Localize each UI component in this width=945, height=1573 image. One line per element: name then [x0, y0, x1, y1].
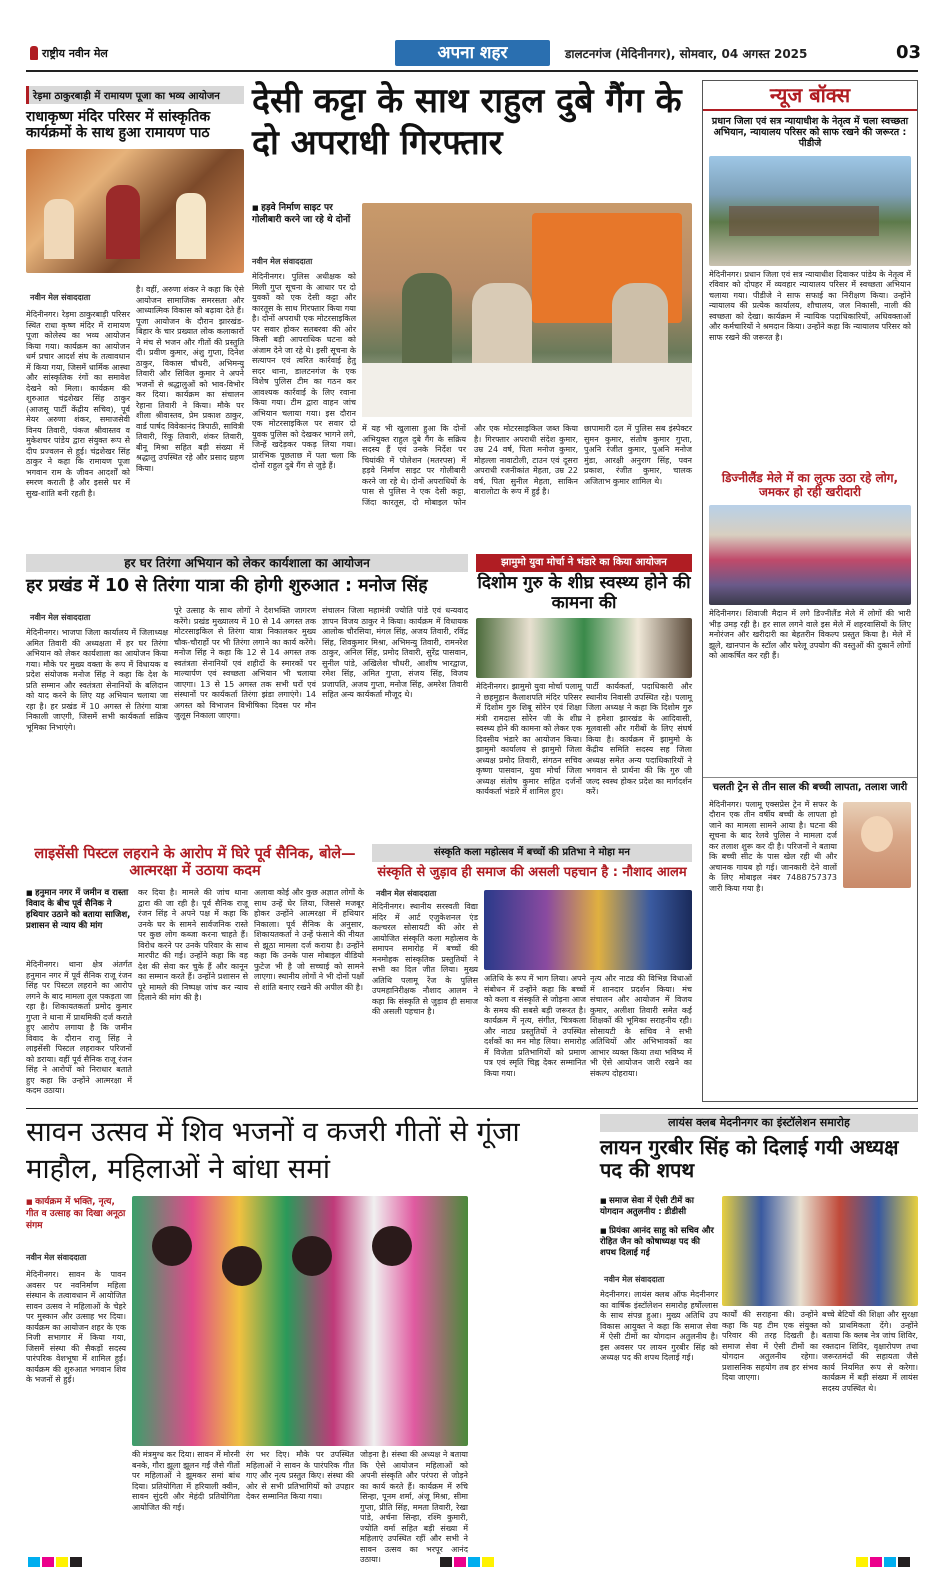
- story-sawan-body-4-continued: [474, 1196, 592, 1540]
- missing-child-photo: [843, 802, 911, 888]
- news-box-item3-headline: चलती ट्रेन से तीन साल की बच्ची लापता, तलाश जारी: [703, 777, 917, 798]
- story-culture-headline: संस्कृति से जुड़ाव ही समाज की असली पहचान है : नौशाद आलम: [377, 865, 687, 880]
- story-sawan-headline: सावन उत्सव में शिव भजनों व कजरी गीतों से गूंजा माहौल, महिलाओं ने बांधा समां: [26, 1116, 520, 1185]
- story-pistol-body-3: अलावा कोई और कुछ अज्ञात लोगों के साथ उन्हें घेर लिया, जिससे मजबूर होकर उन्होंने आत्मरक्षा में हथियार निकाला। पूर्व सैनिक के अनुसार, शिकायतकर्ता ने उन्हें फंसाने की नीयत से झूठा मामला दर्ज कराया है। उन्होंने कहा कि उनके पास मोबाइल वीडियो फुटेज भी है जो सच्चाई को सामने लाएगा। स्थानीय लोगों ने भी दोनों पक्षों से शांति बनाए रखने की अपील की है।: [254, 888, 364, 992]
- story-gang-summary: ■ हड़वे निर्माण साइट पर गोलीबारी करने जा रहे थे दोनों: [252, 202, 356, 226]
- disneyland-fair-photo: [709, 505, 911, 605]
- gang-arrest-photo: [362, 203, 692, 417]
- story-sawan-body-1: मेदिनीनगर। सावन के पावन अवसर पर नवनिर्माण महिला संस्थान के तत्वावधान में आयोजित सावन उत्सव ने महिलाओं के चेहरे पर मुस्कान और उत्साह भर दिया। कार्यक्रम का आयोजन शहर के एक निजी सभागार में किया गया, जिसमें संस्था की सैकड़ों सदस्य पारंपरिक वेशभूषा में शामिल हुईं। कार्यक्रम की शुरुआत भगवान शिव के भजनों से हुई।: [26, 1270, 126, 1384]
- story-lions-bullet-1: ■ समाज सेवा में ऐसी टीमें का योगदान अतुलनीय : डीडीसी: [600, 1196, 718, 1218]
- news-box-item1-headline: प्रधान जिला एवं सत्र न्यायाधीश के नेतृत्व में चला स्वच्छता अभियान, न्यायालय परिसर को साफ रखने की जरूरत : पीडीजे: [711, 116, 909, 149]
- story-tiranga-body-3: संचालन जिला महामंत्री ज्योति पांडे एवं धन्यवाद ज्ञापन विजय ठाकुर ने किया। कार्यक्रम में विधायक आलोक चौरसिया, मंगल सिंह, अजय तिवारी, रविंद्र सिंह, शिवकुमार मिश्रा, अभिमन्यु तिवारी, रामनरेश ठाकुर, अनिल सिंह, प्रमोद तिवारी, सुरेंद्र पासवान, सुनील पांडे, अखिलेश चौधरी, आशीष भारद्वाज, रमेश सिंह, अमित गुप्ता, संजय सिंह, विजय प्रजापति, अजय गुप्ता, मनोज सिंह, अमरेश तिवारी सहित अन्य कार्यकर्ता मौजूद थे।: [322, 606, 468, 699]
- story-jmm-body-1: मेदिनीनगर। झामुमो युवा मोर्चा पलामू ने छहमुहान कैलाशपति मंदिर परिसर में दिशोम गुरु शिबू सोरेन एवं शिक्षा मंत्री रामदास सोरेन जी के शीघ्र स्वस्थ्य होने की कामना को लेकर एक दिवसीय भंडारे का आयोजन किया। झामुमो कार्यालय से झामुमो जिला अध्यक्ष प्रमोद तिवारी, संगठन सचिव कृष्णा पासवान, युवा मोर्चा जिला अध्यक्ष संतोष कुमार सहित दर्जनों कार्यकर्ता भंडारे में शामिल हुए।: [476, 682, 582, 796]
- news-box-item3-body: मेदिनीनगर। पलामू एक्सप्रेस ट्रेन में सफर के दौरान एक तीन वर्षीय बच्ची के लापता हो जाने का मामला सामने आया है। घटना की सूचना के बाद रेलवे पुलिस ने मामला दर्ज कर तलाश शुरू कर दी है। परिजनों ने बताया कि बच्ची सीट के पास खेल रही थी और अचानक गायब हो गई। जानकारी देने वालों के लिए मोबाइल नंबर 7488757373 जारी किया गया है।: [709, 799, 837, 893]
- news-box-item2-body: मेदिनीनगर। शिवाजी मैदान में लगे डिज्नीलैंड मेले में लोगों की भारी भीड़ उमड़ रही है। हर साल लगने वाले इस मेले में शहरवासियों के लिए मनोरंजन और खरीदारी का बेहतरीन विकल्प प्रस्तुत किया है। मेले में झूले, खानपान के स्टॉल और घरेलू उपयोग की वस्तुओं की दुकानें लोगों को आकर्षित कर रही हैं।: [709, 609, 911, 661]
- story-tiranga-byline: नवीन मेल संवाददाता: [30, 613, 91, 622]
- lions-club-photo: [722, 1196, 918, 1306]
- story-sawan-bullet: ■ कार्यक्रम में भक्ति, नृत्य, गीत व उत्साह का दिखा अनूठा संगम: [26, 1196, 126, 1232]
- cleanliness-drive-photo: [709, 156, 911, 266]
- story-jmm-body-2: पार्टी कार्यकर्ता, पदाधिकारी और स्थानीय निवासी उपस्थित रहे। पलामू जिला अध्यक्ष ने कहा कि दिशोम गुरु ने हमेशा झारखंड के आदिवासी, मूलवासी और गरीबों के लिए संघर्ष किया है। कार्यक्रम में झामुमो के केंद्रीय समिति सदस्य सह जिला अध्यक्ष समेत अन्य पदाधिकारियों ने भगवान से प्रार्थना की कि गुरु जी जल्द स्वस्थ होकर प्रदेश का मार्गदर्शन करें।: [586, 682, 692, 796]
- print-color-bar-right: [856, 1552, 912, 1571]
- story-ramayan-headline: राधाकृष्ण मंदिर परिसर में सांस्कृतिक कार्यक्रमों के साथ हुआ रामायण पाठ: [26, 109, 211, 142]
- masthead-rule: [26, 70, 918, 72]
- story-culture-body-2: अतिथि के रूप में भाग लिया। अपने संबोधन में उन्होंने कहा कि बच्चों को कला व संस्कृति से जोड़ना आज के समय की सबसे बड़ी जरूरत है। कार्यक्रम में नृत्य, संगीत, चित्रकला और नाट्य प्रस्तुतियों ने उपस्थित दर्शकों का मन मोह लिया। समारोह में विजेता प्रतिभागियों को प्रमाण पत्र एवं स्मृति चिह्न देकर सम्मानित किया गया।: [484, 974, 586, 1078]
- story-tiranga-headline: हर प्रखंड में 10 से तिरंगा यात्रा की होगी शुरुआत : मनोज सिंह: [26, 576, 428, 596]
- story-gang-body-1: मेदिनीनगर। पुलिस अधीक्षक को मिली गुप्त सूचना के आधार पर दो युवकों को एक देसी कट्टा और कारतूस के साथ गिरफ्तार किया गया है। दोनों अपराधी एक मोटरसाइकिल पर सवार होकर सतबरवा की ओर किसी बड़ी आपराधिक घटना को अंजाम देने जा रहे थे। इसी सूचना के सत्यापन एवं त्वरित कार्रवाई हेतु सदर थाना, डालटनगंज के एक विशेष पुलिस टीम का गठन कर आवश्यक कार्रवाई के लिए रवाना किया गया। टीम द्वारा वाहन जांच अभियान चलाया गया। इस दौरान एक मोटरसाइकिल पर सवार दो युवक पुलिस को देखकर भागने लगे, जिन्हें खदेड़कर पकड़ लिया गया। प्रारंभिक पूछताछ में पता चला कि दोनों राहुल दुबे गैंग से जुड़े हैं।: [252, 272, 356, 470]
- story-lions-band: लायंस क्लब मेदनीनगर का इंस्टॉलेशन समारोह: [600, 1114, 918, 1132]
- ramayan-photo: [26, 149, 244, 273]
- story-gang-body-2: में यह भी खुलासा हुआ कि दोनों अभियुक्त राहुल दुबे गैंग के सक्रिय सदस्य हैं एवं उनके निर्देश पर चियांकी में पोलेशन (मतरपस) में हड़वे निर्माण साइट पर गोलीबारी करने जा रहे थे। दोनों अपराधियों के पास से पुलिस ने एक देसी कट्टा, जिंदा कारतूस, दो मोबाइल फोन और एक मोटरसाइकिल जब्त किया है। गिरफ्तार अपराधी संदेश कुमार, उम्र 24 वर्ष, पिता मनोज कुमार, मोहल्ला नावाटोली, टाउन एवं दूसरा अपराधी रजनीकांत मेहता, उम्र 22 वर्ष, पिता सुनील मेहता, साकिन बारालोटा के रूप में हुई है।: [362, 424, 578, 507]
- story-tiranga-body-1: मेदिनीनगर। भाजपा जिला कार्यालय में जिलाध्यक्ष अमित तिवारी की अध्यक्षता में हर घर तिरंगा अभियान को लेकर कार्यशाला का आयोजन किया गया। मौके पर मुख्य वक्ता के रूप में विधायक व प्रदेश संयोजक मनोज सिंह ने कहा कि देश के प्रति सम्मान और स्वतंत्रता सेनानियों के बलिदान को याद करने के लिए यह अभियान चलाया जा रहा है। हर प्रखंड में 10 अगस्त से तिरंगा यात्रा निकाली जाएगी, जिसमें सभी कार्यकर्ता सक्रिय भूमिका निभाएंगे।: [26, 628, 168, 732]
- story-sawan-byline: नवीन मेल संवाददाता: [26, 1253, 87, 1262]
- story-sawan-body-2: की मंत्रमुग्ध कर दिया। सावन में मोरनी बनके, गौरा झूला झूलन गईं जैसे गीतों पर महिलाओं ने झूमकर समां बांध दिया। प्रतियोगिता में हरियाली क्वीन, सावन सुंदरी और मेहंदी प्रतियोगिता आयोजित की गई।: [132, 1450, 240, 1512]
- news-box-item2-headline: डिज्नीलैंड मेले में का लुत्फ उठा रहे लोग, जमकर हो रही खरीदारी: [721, 470, 899, 499]
- section-divider: [26, 1108, 918, 1109]
- story-jmm-headline: दिशोम गुरु के शीघ्र स्वस्थ्य होने की कामना की: [477, 573, 691, 613]
- dateline: डालटनगंज (मेदिनीनगर), सोमवार, 04 अगस्त 2025: [565, 47, 808, 61]
- masthead: [0, 0, 945, 74]
- story-jmm-band: झामुमो युवा मोर्चा ने भंडारे का किया आयोजन: [476, 554, 692, 572]
- story-lions-headline: लायन गुरबीर सिंह को दिलाई गयी अध्यक्ष पद की शपथ: [600, 1135, 899, 1182]
- story-ramayan: [26, 86, 244, 273]
- story-gang-headline: देसी कट्टा के साथ राहुल दुबे गैंग के दो अपराधी गिरफ्तार: [252, 81, 682, 163]
- news-box: [702, 80, 918, 1102]
- story-lions-byline: नवीन मेल संवाददाता: [604, 1275, 665, 1284]
- story-ramayan-byline: नवीन मेल संवाददाता: [30, 293, 91, 302]
- paper-name: राष्ट्रीय नवीन मेल: [42, 46, 108, 60]
- print-color-bar-left: [28, 1552, 84, 1571]
- story-lions-bullet-2: ■ प्रियंका आनंद साहू को सचिव और रोहित जैन को कोषाध्यक्ष पद की शपथ दिलाई गई: [600, 1226, 718, 1259]
- story-tiranga-body-2: पूरे उत्साह के साथ लोगों ने देशभक्ति जागरण करेंगे। प्रखंड मुख्यालय में 10 से 14 अगस्त तक मोटरसाइकिल से तिरंगा यात्रा निकालकर मुख्य चौक-चौराहों पर भी तिरंगा लगाने का कार्य करेंगे। मनोज सिंह ने कहा कि 12 से 14 अगस्त तक स्वतंत्रता सेनानियों एवं शहीदों के स्मारकों पर माल्यार्पण एवं स्वच्छता अभियान भी चलाया जाएगा। 13 से 15 अगस्त तक सभी घरों एवं संस्थानों पर कार्यकर्ता तिरंगा झंडा लगाएंगे। 14 अगस्त को विभाजन विभीषिका दिवस पर मौन जुलूस निकाला जाएगा।: [174, 606, 316, 720]
- culture-festival-photo: [484, 890, 692, 970]
- story-culture-body-3: नृत्य और नाट्य की विभिन्न विधाओं में शानदार प्रदर्शन किया। मंच संचालन और आयोजन में विजय कुमार, अलीशा तिवारी समेत कई शिक्षकों की भूमिका सराहनीय रही। सोसायटी के सचिव ने सभी अतिथियों और अभिभावकों का आभार व्यक्त किया तथा भविष्य में भी ऐसे आयोजन जारी रखने का संकल्प दोहराया।: [590, 974, 692, 1078]
- story-pistol-body-1: मेदिनीनगर। थाना क्षेत्र अंतर्गत हनुमान नगर में पूर्व सैनिक राजू रंजन सिंह पर पिस्टल लहराने का आरोप लगने के बाद मामला तूल पकड़ता जा रहा है। शिकायतकर्ता प्रमोद कुमार गुप्ता ने थाना में प्राथमिकी दर्ज कराते हुए आरोप लगाया है कि जमीन विवाद के दौरान राजू सिंह ने लाइसेंसी पिस्टल लहराकर परिजनों को डराया। वहीं पूर्व सैनिक राजू रंजन सिंह ने आरोपों को निराधार बताते हुए कहा कि उन्होंने आत्मरक्षा में कदम उठाया।: [26, 960, 132, 1095]
- story-tiranga-band: हर घर तिरंगा अभियान को लेकर कार्यशाला का आयोजन: [26, 554, 468, 572]
- story-ramayan-body-1: मेदिनीनगर। रेड़मा ठाकुरबाड़ी परिसर स्थित राधा कृष्ण मंदिर में रामायण पूजा कोलेस्य का भव्य आयोजन किया गया। कार्यक्रम का आयोजन धर्म प्रचार आदर्श संघ के तत्वावधान में किया गया, जिसमें धार्मिक आस्था और सांस्कृतिक रंगों का समावेश देखने को मिला। कार्यक्रम की शुरुआत चंद्रशेखर सिंह ठाकुर (आजसू पार्टी केंद्रीय सचिव), पूर्व मेयर अरुणा शंकर, समाजसेवी विनय तिवारी, पंकज श्रीवास्तव व मुकेशचर पांडेय द्वारा संयुक्त रूप से दीप प्रज्वलन से हुई। चंद्रशेखर सिंह ठाकुर ने कहा कि रामायण पूजा भगवान राम के जीवन आदर्शों को स्मरण कराती है और इससे घर में सुख-शांति बनी रहती है।: [26, 310, 130, 498]
- story-ramayan-kicker: रेड़मा ठाकुरबाड़ी में रामायण पूजा का भव्य आयोजन: [26, 86, 244, 104]
- story-culture-byline: नवीन मेल संवाददाता: [376, 889, 437, 898]
- sawan-festival-photo: [132, 1196, 468, 1446]
- jmm-bhandara-photo: [476, 618, 692, 678]
- story-pistol-bullet: ■ हनुमान नगर में जमीन व रास्ता विवाद के बीच पूर्व सैनिक ने हथियार उठाने को बताया साजिश, प्रशासन से न्याय की मांग: [26, 888, 132, 932]
- story-ramayan-body-2: है। वहीं, अरुणा शंकर ने कहा कि ऐसे आयोजन सामाजिक समरसता और आध्यात्मिक विकास को बढ़ावा देते हैं। पूजा आयोजन के दौरान झारखंड-बिहार के चार प्रख्यात लोक कलाकारों ने मंच से भजन और गीतों की प्रस्तुति दी। प्रवीण कुमार, अंशु गुप्ता, दिनेश ठाकुर, विकास चौधरी, अभिमन्यु तिवारी और सिविल कुमार ने अपने भजनों से श्रद्धालुओं को भाव-विभोर कर दिया। कार्यक्रम का संचालन रेहाना तिवारी ने किया। मौके पर शीला श्रीवास्तव, प्रेम प्रकाश ठाकुर, वार्ड पार्षद विवेकानंद त्रिपाठी, सावित्री तिवारी, रिंकू तिवारी, शंकर तिवारी, बीनू मिश्रा सहित बड़ी संख्या में श्रद्धालु उपस्थित रहे और प्रसाद ग्रहण किया।: [136, 285, 244, 473]
- story-pistol-headline: लाइसेंसी पिस्टल लहराने के आरोप में घिरे पूर्व सैनिक, बोले— आत्मरक्षा में उठाया कदम: [34, 846, 356, 879]
- story-lions-body-1: मेदनीनगर। लायंस क्लब ऑफ मेदनीनगर का वार्षिक इंस्टॉलेशन समारोह हर्षोल्लास के साथ संपन्न हुआ। मुख्य अतिथि उप विकास आयुक्त ने कहा कि समाज सेवा में ऐसी टीमों का योगदान अतुलनीय है। इस अवसर पर लायन गुरबीर सिंह को अध्यक्ष पद की शपथ दिलाई गई।: [600, 1290, 718, 1362]
- torch-logo-icon: [30, 46, 38, 60]
- story-lions-body-2: कार्यों की सराहना की। उन्होंने कहा कि यह टीम एक संयुक्त परिवार की तरह दिखती है। समाज सेवा में ऐसी टीमों का योगदान अतुलनीय रहेगा। प्रशासनिक सहयोग तब हर संभव दिया जाएगा।: [722, 1310, 818, 1382]
- story-culture-body-1: मेदिनीनगर। स्थानीय सरस्वती विद्या मंदिर में आर्ट एजुकेशनल एंड कल्चरल सोसायटी की ओर से आयोजित संस्कृति कला महोत्सव के समापन समारोह में बच्चों की मनमोहक सांस्कृतिक प्रस्तुतियों ने सभी का दिल जीत लिया। मुख्य अतिथि पलामू रेंज के पुलिस उपमहानिरीक्षक नौशाद आलम ने कहा कि संस्कृति से जुड़ाव ही समाज की असली पहचान है।: [372, 902, 478, 1016]
- story-lions-body-3: बच्चे बेटियों की शिक्षा और सुरक्षा को प्राथमिकता देंगे। उन्होंने बताया कि क्लब नेत्र जांच शिविर, रक्तदान शिविर, वृक्षारोपण तथा जरूरतमंदों की सहायता जैसे कार्य नियमित रूप से करेगा। कार्यक्रम में बड़ी संख्या में लायंस सदस्य उपस्थित थे।: [822, 1310, 918, 1393]
- page-number: 03: [896, 42, 922, 63]
- story-sawan-body-4: जोड़ना है। संस्था की अध्यक्ष ने बताया कि ऐसे आयोजन महिलाओं को अपनी संस्कृति और परंपरा से जोड़ने का कार्य करते हैं। कार्यक्रम में रुचि सिन्हा, पूनम शर्मा, अंजू मिश्रा, सीमा गुप्ता, प्रीति सिंह, ममता तिवारी, रेखा पांडे, अर्चना सिन्हा, रश्मि कुमारी, ज्योति वर्मा सहित बड़ी संख्या में महिलाएं उपस्थित रहीं और सभी ने सावन उत्सव का भरपूर आनंद उठाया।: [360, 1450, 468, 1564]
- news-box-title: न्यूज बॉक्स: [703, 81, 917, 111]
- story-culture-band: संस्कृति कला महोत्सव में बच्चों की प्रतिभा ने मोहा मन: [372, 844, 692, 862]
- paper-logo: [30, 44, 130, 62]
- print-color-bar-center: [440, 1552, 496, 1571]
- story-pistol-body-2: कर दिया है। मामले की जांच थाना द्वारा की जा रही है। पूर्व सैनिक राजू रंजन सिंह ने अपने पक्ष में कहा कि उनके घर के सामने सार्वजनिक रास्ते पर कुछ लोग कब्जा करना चाहते हैं। विरोध करने पर उनके परिवार के साथ मारपीट की गई। उन्होंने कहा कि वह देश की सेवा कर चुके हैं और कानून का सम्मान करते हैं। उन्होंने प्रशासन से पूरे मामले की निष्पक्ष जांच कर न्याय दिलाने की मांग की है।: [138, 888, 248, 1002]
- section-title: अपना शहर: [395, 40, 550, 66]
- story-gang-byline: नवीन मेल संवाददाता: [252, 257, 313, 266]
- story-sawan-body-3: रंग भर दिए। मौके पर उपस्थित महिलाओं ने सावन के पारंपरिक गीत गाए और नृत्य प्रस्तुत किए। संस्था की ओर से सभी प्रतिभागियों को उपहार देकर सम्मानित किया गया।: [246, 1450, 354, 1501]
- story-gang-body-3: छापामारी दल में पुलिस सब इंस्पेक्टर सुमन कुमार, संतोष कुमार गुप्ता, पुअनि रंजीत कुमार, पुअनि मनोज मुंडा, आरक्षी अनुराग सिंह, पवन प्रकाश, रंजीत कुमार, चालक अजिताभ कुमार शामिल थे।: [584, 424, 692, 486]
- news-box-item1-body: मेदिनीनगर। प्रधान जिला एवं सत्र न्यायाधीश दिवाकर पांडेय के नेतृत्व में रविवार को दोपहर में व्यवहार न्यायालय परिसर में स्वच्छता अभियान चलाया गया। पीडीजे ने साफ सफाई का निरीक्षण किया। उन्होंने न्यायालय की प्रत्येक कार्यालय, शौचालय, जल निकासी, नाली की स्वच्छता को देखा। कार्यक्रम में न्यायिक पदाधिकारियों, अधिवक्ताओं और कर्मचारियों ने श्रमदान किया। उन्होंने कहा कि न्यायालय परिसर को साफ रखने की जरूरत है।: [709, 269, 911, 342]
